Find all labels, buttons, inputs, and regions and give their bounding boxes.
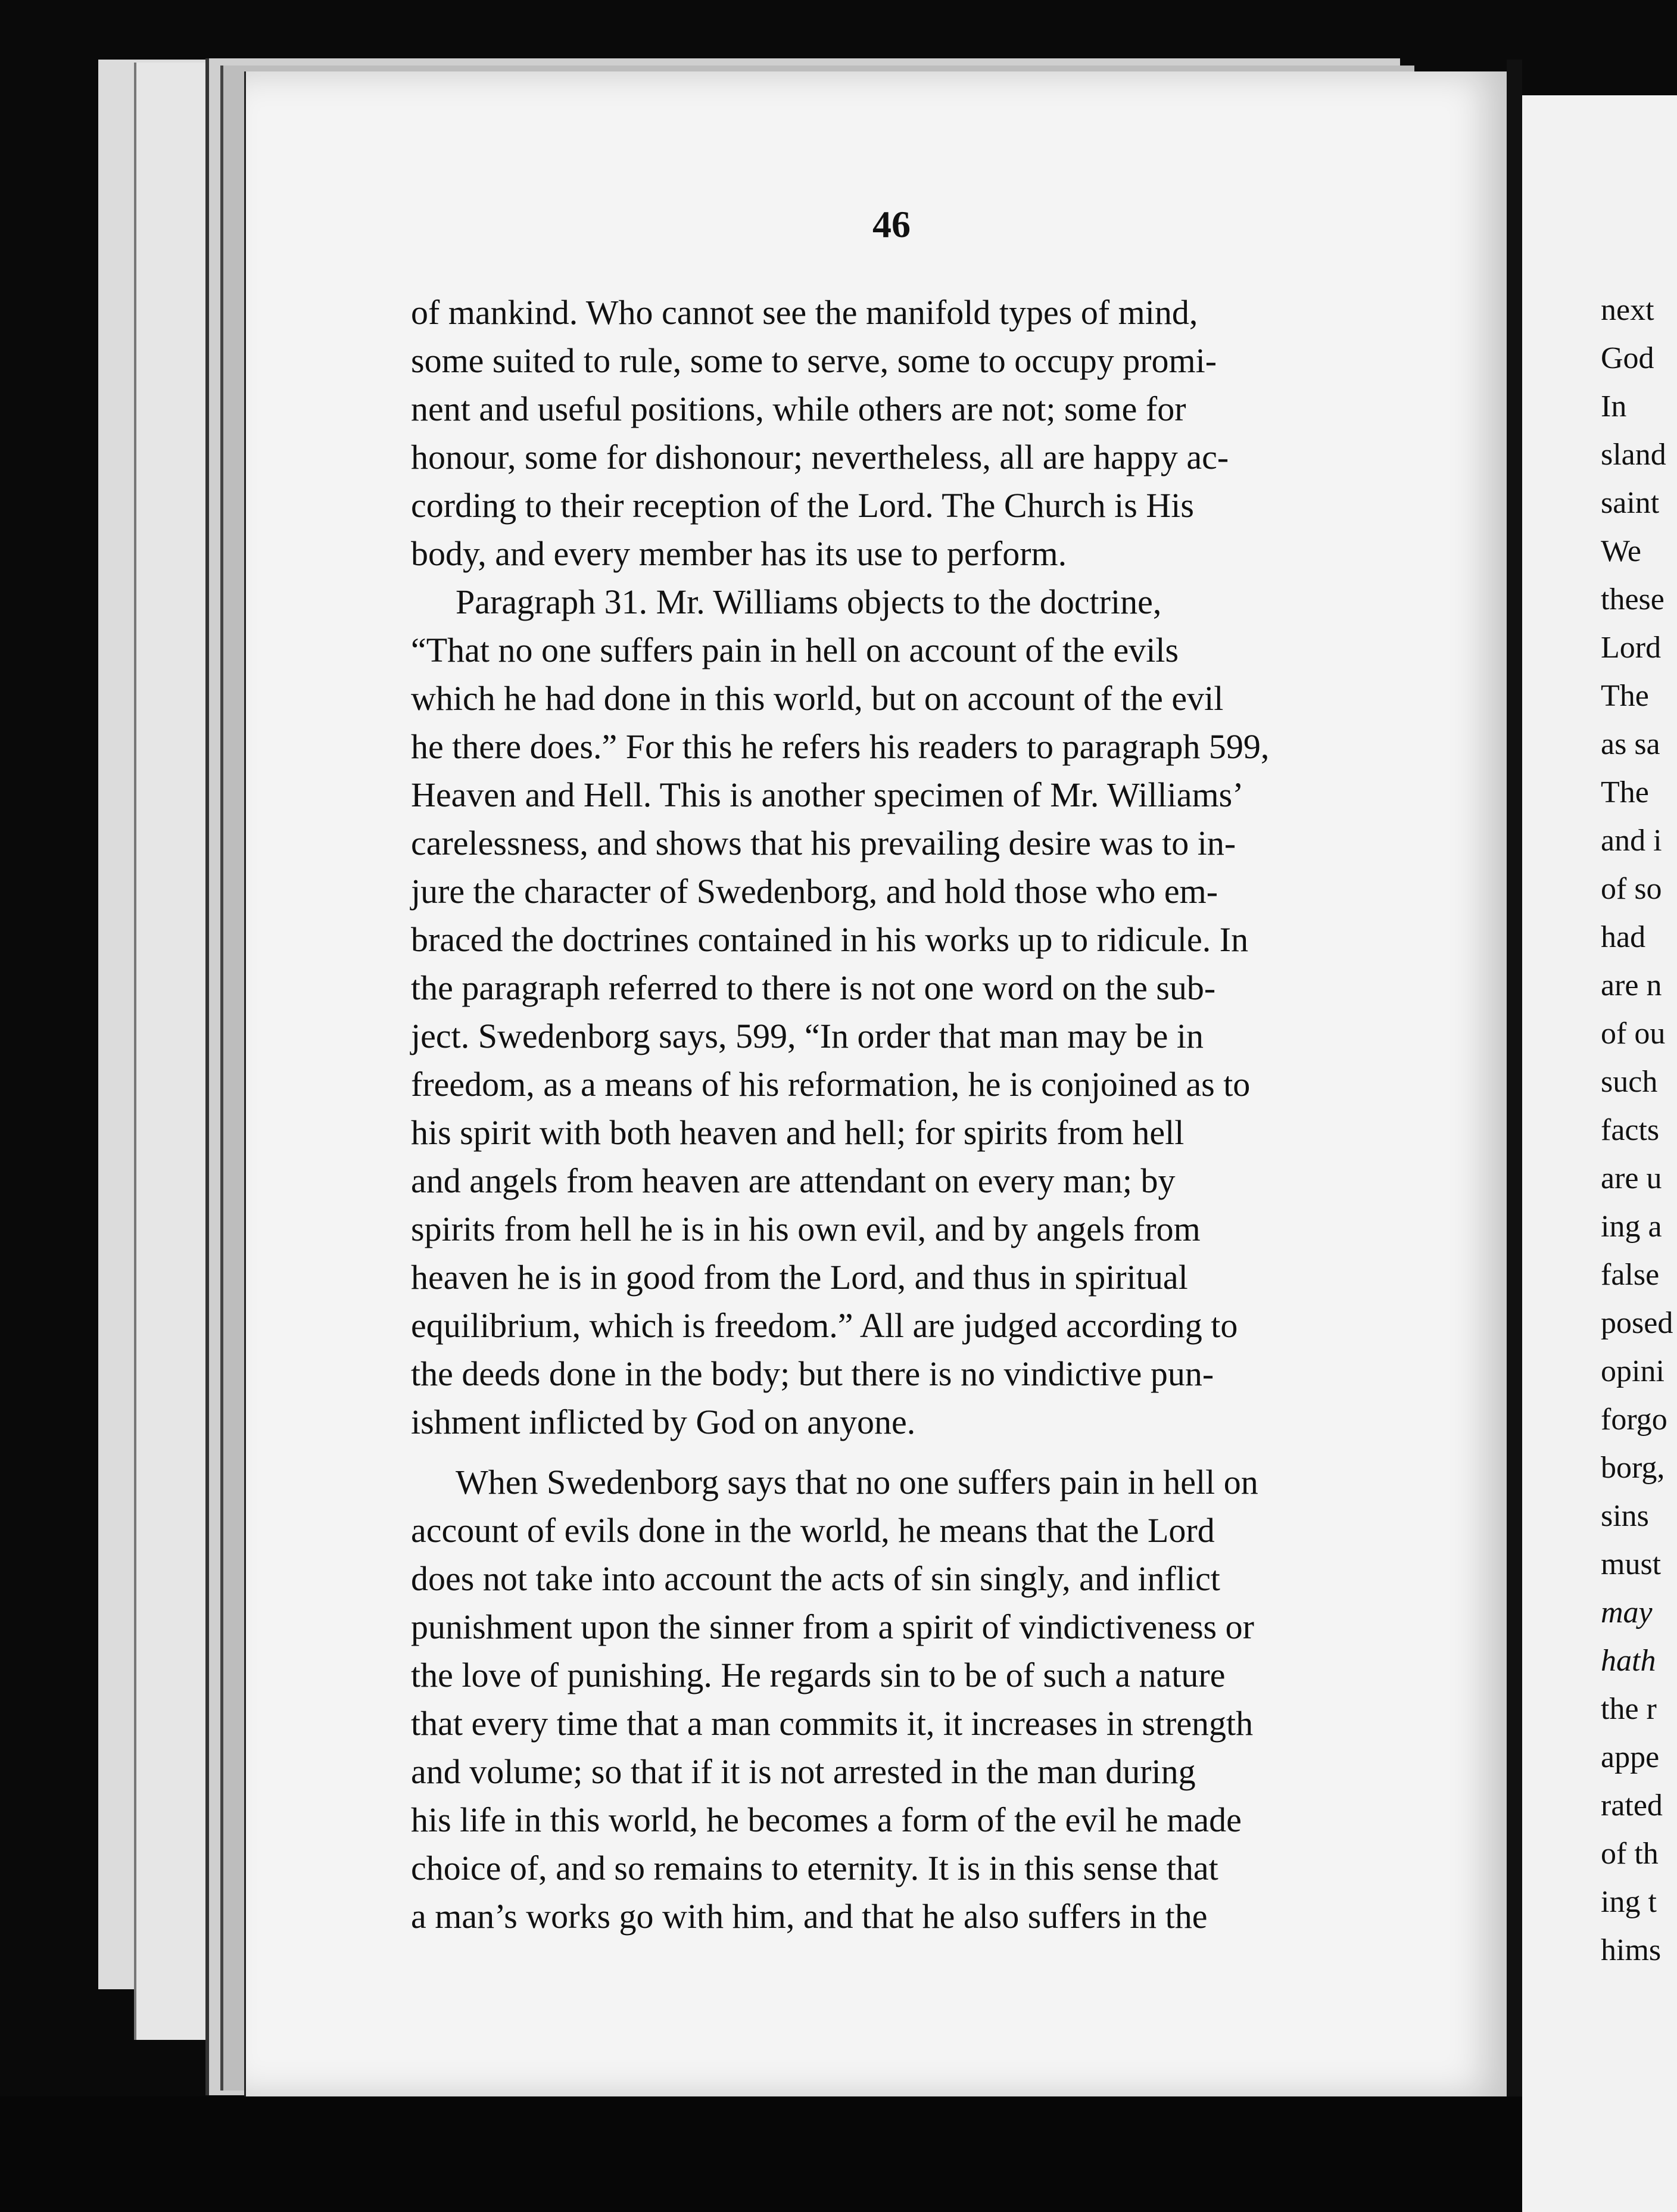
text-line: punishment upon the sinner from a spirit of vindictiveness or (411, 1607, 1254, 1646)
text-line-fragment: must (1601, 1547, 1662, 1581)
text-line-fragment: Lord (1601, 631, 1662, 665)
text-line: the deeds done in the body; but there is no vindictive pun- (411, 1354, 1214, 1393)
text-line: his spirit with both heaven and hell; for spirits from hell (411, 1113, 1185, 1152)
text-line-fragment: hims (1601, 1933, 1662, 1967)
text-line-fragment: ing t (1601, 1885, 1657, 1919)
text-line-fragment: We (1601, 534, 1641, 568)
text-line: equilibrium, which is freedom.” All are judged according to (411, 1306, 1238, 1345)
text-line-fragment: false (1601, 1258, 1660, 1292)
text-line: which he had done in this world, but on account of the evil (411, 679, 1224, 718)
text-line: heaven he is in good from the Lord, and thus in spiritual (411, 1258, 1188, 1297)
text-line-fragment: of ou (1601, 1017, 1666, 1051)
bottom-shadow (0, 2096, 1522, 2212)
text-line-fragment: had (1601, 920, 1646, 954)
text-line-fragment: opini (1601, 1354, 1664, 1388)
text-line: ject. Swedenborg says, 599, “In order that man may be in (411, 1017, 1204, 1055)
text-line-fragment: sins (1601, 1499, 1649, 1533)
text-line-fragment: The (1601, 775, 1649, 809)
text-line: jure the character of Swedenborg, and hold those who em- (411, 872, 1218, 911)
text-line-fragment: forgo (1601, 1403, 1667, 1437)
text-line: body, and every member has its use to perform. (411, 534, 1067, 573)
text-line: braced the doctrines contained in his works up to ridicule. In (411, 920, 1249, 959)
text-line: that every time that a man commits it, it increases in strength (411, 1704, 1254, 1743)
text-line-fragment: The (1601, 679, 1649, 713)
text-line: freedom, as a means of his reformation, he is conjoined as to (411, 1065, 1251, 1104)
page-number: 46 (872, 203, 911, 245)
text-line-fragment: posed (1601, 1306, 1673, 1340)
text-line: nent and useful positions, while others are not; some for (411, 390, 1186, 428)
text-line: and angels from heaven are attendant on every man; by (411, 1161, 1176, 1200)
text-line-fragment: and i (1601, 824, 1662, 858)
text-line: account of evils done in the world, he means that the Lord (411, 1511, 1215, 1550)
right-page-fragment (1522, 95, 1677, 2212)
body-text (411, 288, 1417, 1940)
text-line-fragment: such (1601, 1065, 1658, 1099)
book-gutter (1507, 60, 1522, 2114)
text-line-fragment: sland (1601, 438, 1666, 472)
text-line-fragment: these (1601, 582, 1664, 616)
text-line: of mankind. Who cannot see the manifold types of mind, (411, 293, 1198, 332)
right-page-text (1601, 286, 1677, 1974)
text-line: the love of punishing. He regards sin to be of such a nature (411, 1656, 1226, 1694)
text-line-fragment: may (1601, 1596, 1653, 1630)
paragraph-gap (411, 1446, 1417, 1458)
text-line-fragment: appe (1601, 1740, 1660, 1774)
text-line-fragment: are u (1601, 1161, 1662, 1195)
text-line-fragment: of th (1601, 1837, 1659, 1871)
text-line: does not take into account the acts of sin singly, and inflict (411, 1559, 1220, 1598)
text-line: and volume; so that if it is not arrested in the man during (411, 1752, 1196, 1791)
text-line-fragment: hath (1601, 1644, 1656, 1678)
text-line: ishment inflicted by God on anyone. (411, 1403, 916, 1441)
text-line: cording to their reception of the Lord. The Church is His (411, 486, 1194, 525)
text-line: his life in this world, he becomes a form of the evil he made (411, 1800, 1242, 1839)
text-line: he there does.” For this he refers his readers to paragraph 599, (411, 727, 1270, 766)
text-line: When Swedenborg says that no one suffers pain in hell on (456, 1463, 1258, 1501)
text-line-fragment: as sa (1601, 727, 1660, 761)
text-line: a man’s works go with him, and that he also suffers in the (411, 1897, 1208, 1936)
text-line-fragment: saint (1601, 486, 1660, 520)
text-line-fragment: of so (1601, 872, 1662, 906)
text-line-fragment: ing a (1601, 1210, 1662, 1244)
text-line: honour, some for dishonour; nevertheless, all are happy ac- (411, 438, 1229, 476)
text-line-fragment: are n (1601, 968, 1662, 1002)
text-line: choice of, and so remains to eternity. It is in this sense that (411, 1849, 1218, 1887)
text-line-fragment: next (1601, 293, 1654, 327)
text-line-fragment: the r (1601, 1692, 1657, 1726)
text-line-fragment: In (1601, 390, 1627, 423)
text-line: some suited to rule, some to serve, some to occupy promi- (411, 341, 1217, 380)
text-line-fragment: God (1601, 341, 1654, 375)
text-line: Paragraph 31. Mr. Williams objects to the doctrine, (456, 582, 1162, 621)
text-line: Heaven and Hell. This is another specimen of Mr. Williams’ (411, 775, 1244, 814)
text-line: “That no one suffers pain in hell on account of the evils (411, 631, 1179, 669)
text-line-fragment: borg, (1601, 1451, 1665, 1485)
text-line: carelessness, and shows that his prevailing desire was to in- (411, 824, 1236, 862)
text-line: spirits from hell he is in his own evil, and by angels from (411, 1210, 1201, 1248)
text-line-fragment: rated (1601, 1789, 1663, 1822)
text-line-fragment: facts (1601, 1113, 1660, 1147)
text-line: the paragraph referred to there is not one word on the sub- (411, 968, 1216, 1007)
